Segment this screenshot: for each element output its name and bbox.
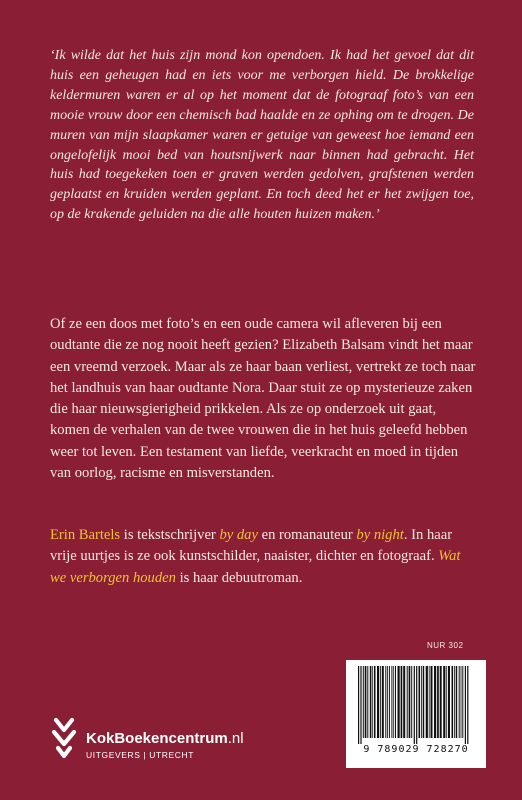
- book-blurb: Of ze een doos met foto’s en een oude camera wil afleveren bij een oudtante die ze nog nooit heeft gezien? Elizabeth Balsam vindt het maar een vreemd verzoek. Maar als ze haar baan verliest, vertrekt ze toch naar het landhuis van haar oudtante Nora. Daar stuit ze op mysterieuze zaken die haar nieuwsgierigheid prikkelen. Als ze op onderzoek uit gaat, komen de verhalen van de twee vrouwen die in het huis geleefd hebben weer tot leven. Een testament van liefde, veerkracht en moed in tijden van oorlog, racisme en misverstanden.: [50, 316, 476, 482]
- author-bio: [50, 525, 476, 589]
- publisher-logo-icon: [50, 716, 80, 762]
- bio-text-2: en romanauteur: [257, 527, 357, 543]
- back-cover-quote: ‘Ik wilde dat het huis zijn mond kon opendoen. Ik had het gevoel dat dit huis een geheugen had en iets voor me verborgen hield. De brokkelige keldermuren waren er al op het moment dat de fotograaf foto’s van een mooie vrouw door een chemisch bad haalde en ze ophing om te drogen. De muren van mijn slaapkamer waren er getuige van geweest hoe iemand een ongelofelijk mooi bed van houtsnijwerk naar binnen had gebracht. Het huis had toegekeken toen er graven werden gedolven, grafstenen werden geplaatst en kruiden werden geplant. En toch deed het er het zwijgen toe, op de krakende geluiden na die alle houten huizen maken.’: [50, 48, 474, 223]
- bio-by-day: by day: [219, 527, 258, 543]
- bio-text-1: is tekstschrijver: [120, 527, 220, 543]
- book-title: Wat we verborgen houden: [50, 548, 461, 586]
- publisher-subtitle: UITGEVERS | UTRECHT: [86, 750, 195, 760]
- barcode-number: 9 789029 728270: [363, 744, 469, 755]
- barcode-bars: [346, 660, 486, 744]
- nur-code: NUR 302: [427, 641, 464, 650]
- publisher-name: KokBoekencentrum.nl: [86, 730, 244, 747]
- bio-text-3: . In haar vrije uurtjes is ze ook kunstschilder, naaister, dichter en fotograaf.: [50, 527, 453, 565]
- barcode: [346, 660, 486, 768]
- author-name: Erin Bartels: [50, 527, 121, 543]
- bio-by-night: by night: [356, 527, 404, 543]
- bio-text-4: is haar debuutroman.: [175, 569, 303, 586]
